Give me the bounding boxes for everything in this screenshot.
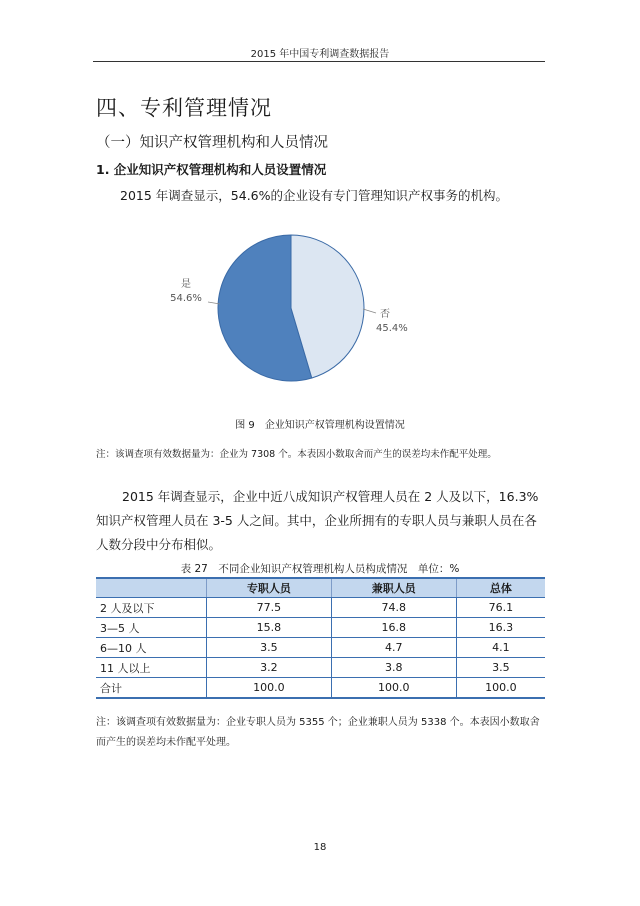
table-header-cell: 总体	[456, 578, 545, 598]
pie-label-no-name: 否	[380, 309, 390, 320]
pie-label-yes-name: 是	[181, 279, 191, 290]
table-cell: 15.8	[207, 618, 332, 638]
row-label: 3—5 人	[96, 618, 207, 638]
table-cell: 4.1	[456, 638, 545, 658]
table-cell: 77.5	[207, 598, 332, 618]
table-header-cell: 兼职人员	[331, 578, 456, 598]
table-header-cell: 专职人员	[207, 578, 332, 598]
page-number: 18	[313, 842, 327, 853]
row-label: 合计	[96, 678, 207, 699]
table-cell: 76.1	[456, 598, 545, 618]
running-header: 2015 年中国专利调查数据报告	[250, 49, 390, 60]
table-cell: 100.0	[207, 678, 332, 699]
table-row	[96, 638, 545, 658]
table-cell: 3.8	[331, 658, 456, 678]
table-cell: 3.5	[456, 658, 545, 678]
header-divider	[93, 61, 545, 62]
paragraph-2: 2015 年调查显示，企业中近八成知识产权管理人员在 2 人及以下，16.3%知识产权管理人员在 3-5 人之间。其中，企业所拥有的专职人员与兼职人员在各人数分段中分布相似。	[96, 489, 539, 552]
pie-chart	[170, 225, 440, 395]
table-cell: 100.0	[331, 678, 456, 699]
table-row	[96, 618, 545, 638]
staff-composition-table	[96, 577, 545, 699]
section-title: 四、专利管理情况	[96, 96, 272, 120]
table-note: 注：该调查项有效数据量为：企业专职人员为 5355 个；企业兼职人员为 5338 个。本表因小数取舍而产生的误差均未作配平处理。	[96, 717, 540, 748]
table-cell: 100.0	[456, 678, 545, 699]
table-header-cell	[96, 578, 207, 598]
table-cell: 4.7	[331, 638, 456, 658]
table-header-row	[96, 578, 545, 598]
row-label: 11 人以上	[96, 658, 207, 678]
row-label: 6—10 人	[96, 638, 207, 658]
figure-caption: 图 9 企业知识产权管理机构设置情况	[235, 420, 405, 431]
figure-note: 注：该调查项有效数据量为：企业为 7308 个。本表因小数取舍而产生的误差均未作配平处理。	[96, 449, 497, 460]
table-cell: 3.5	[207, 638, 332, 658]
subsubsection-title: 1. 企业知识产权管理机构和人员设置情况	[96, 162, 327, 177]
table-cell: 16.8	[331, 618, 456, 638]
table-cell: 74.8	[331, 598, 456, 618]
paragraph-1: 2015 年调查显示，54.6%的企业设有专门管理知识产权事务的机构。	[120, 188, 508, 203]
table-caption: 表 27 不同企业知识产权管理机构人员构成情况 单位：%	[180, 563, 460, 575]
subsection-title: （一）知识产权管理机构和人员情况	[96, 135, 328, 151]
table-cell: 3.2	[207, 658, 332, 678]
leader-line-no	[363, 309, 376, 313]
pie-label-yes-value: 54.6%	[170, 293, 202, 304]
table-row	[96, 658, 545, 678]
table-cell: 16.3	[456, 618, 545, 638]
row-label: 2 人及以下	[96, 598, 207, 618]
table-row	[96, 598, 545, 618]
table-row	[96, 678, 545, 699]
pie-label-no-value: 45.4%	[376, 323, 408, 334]
